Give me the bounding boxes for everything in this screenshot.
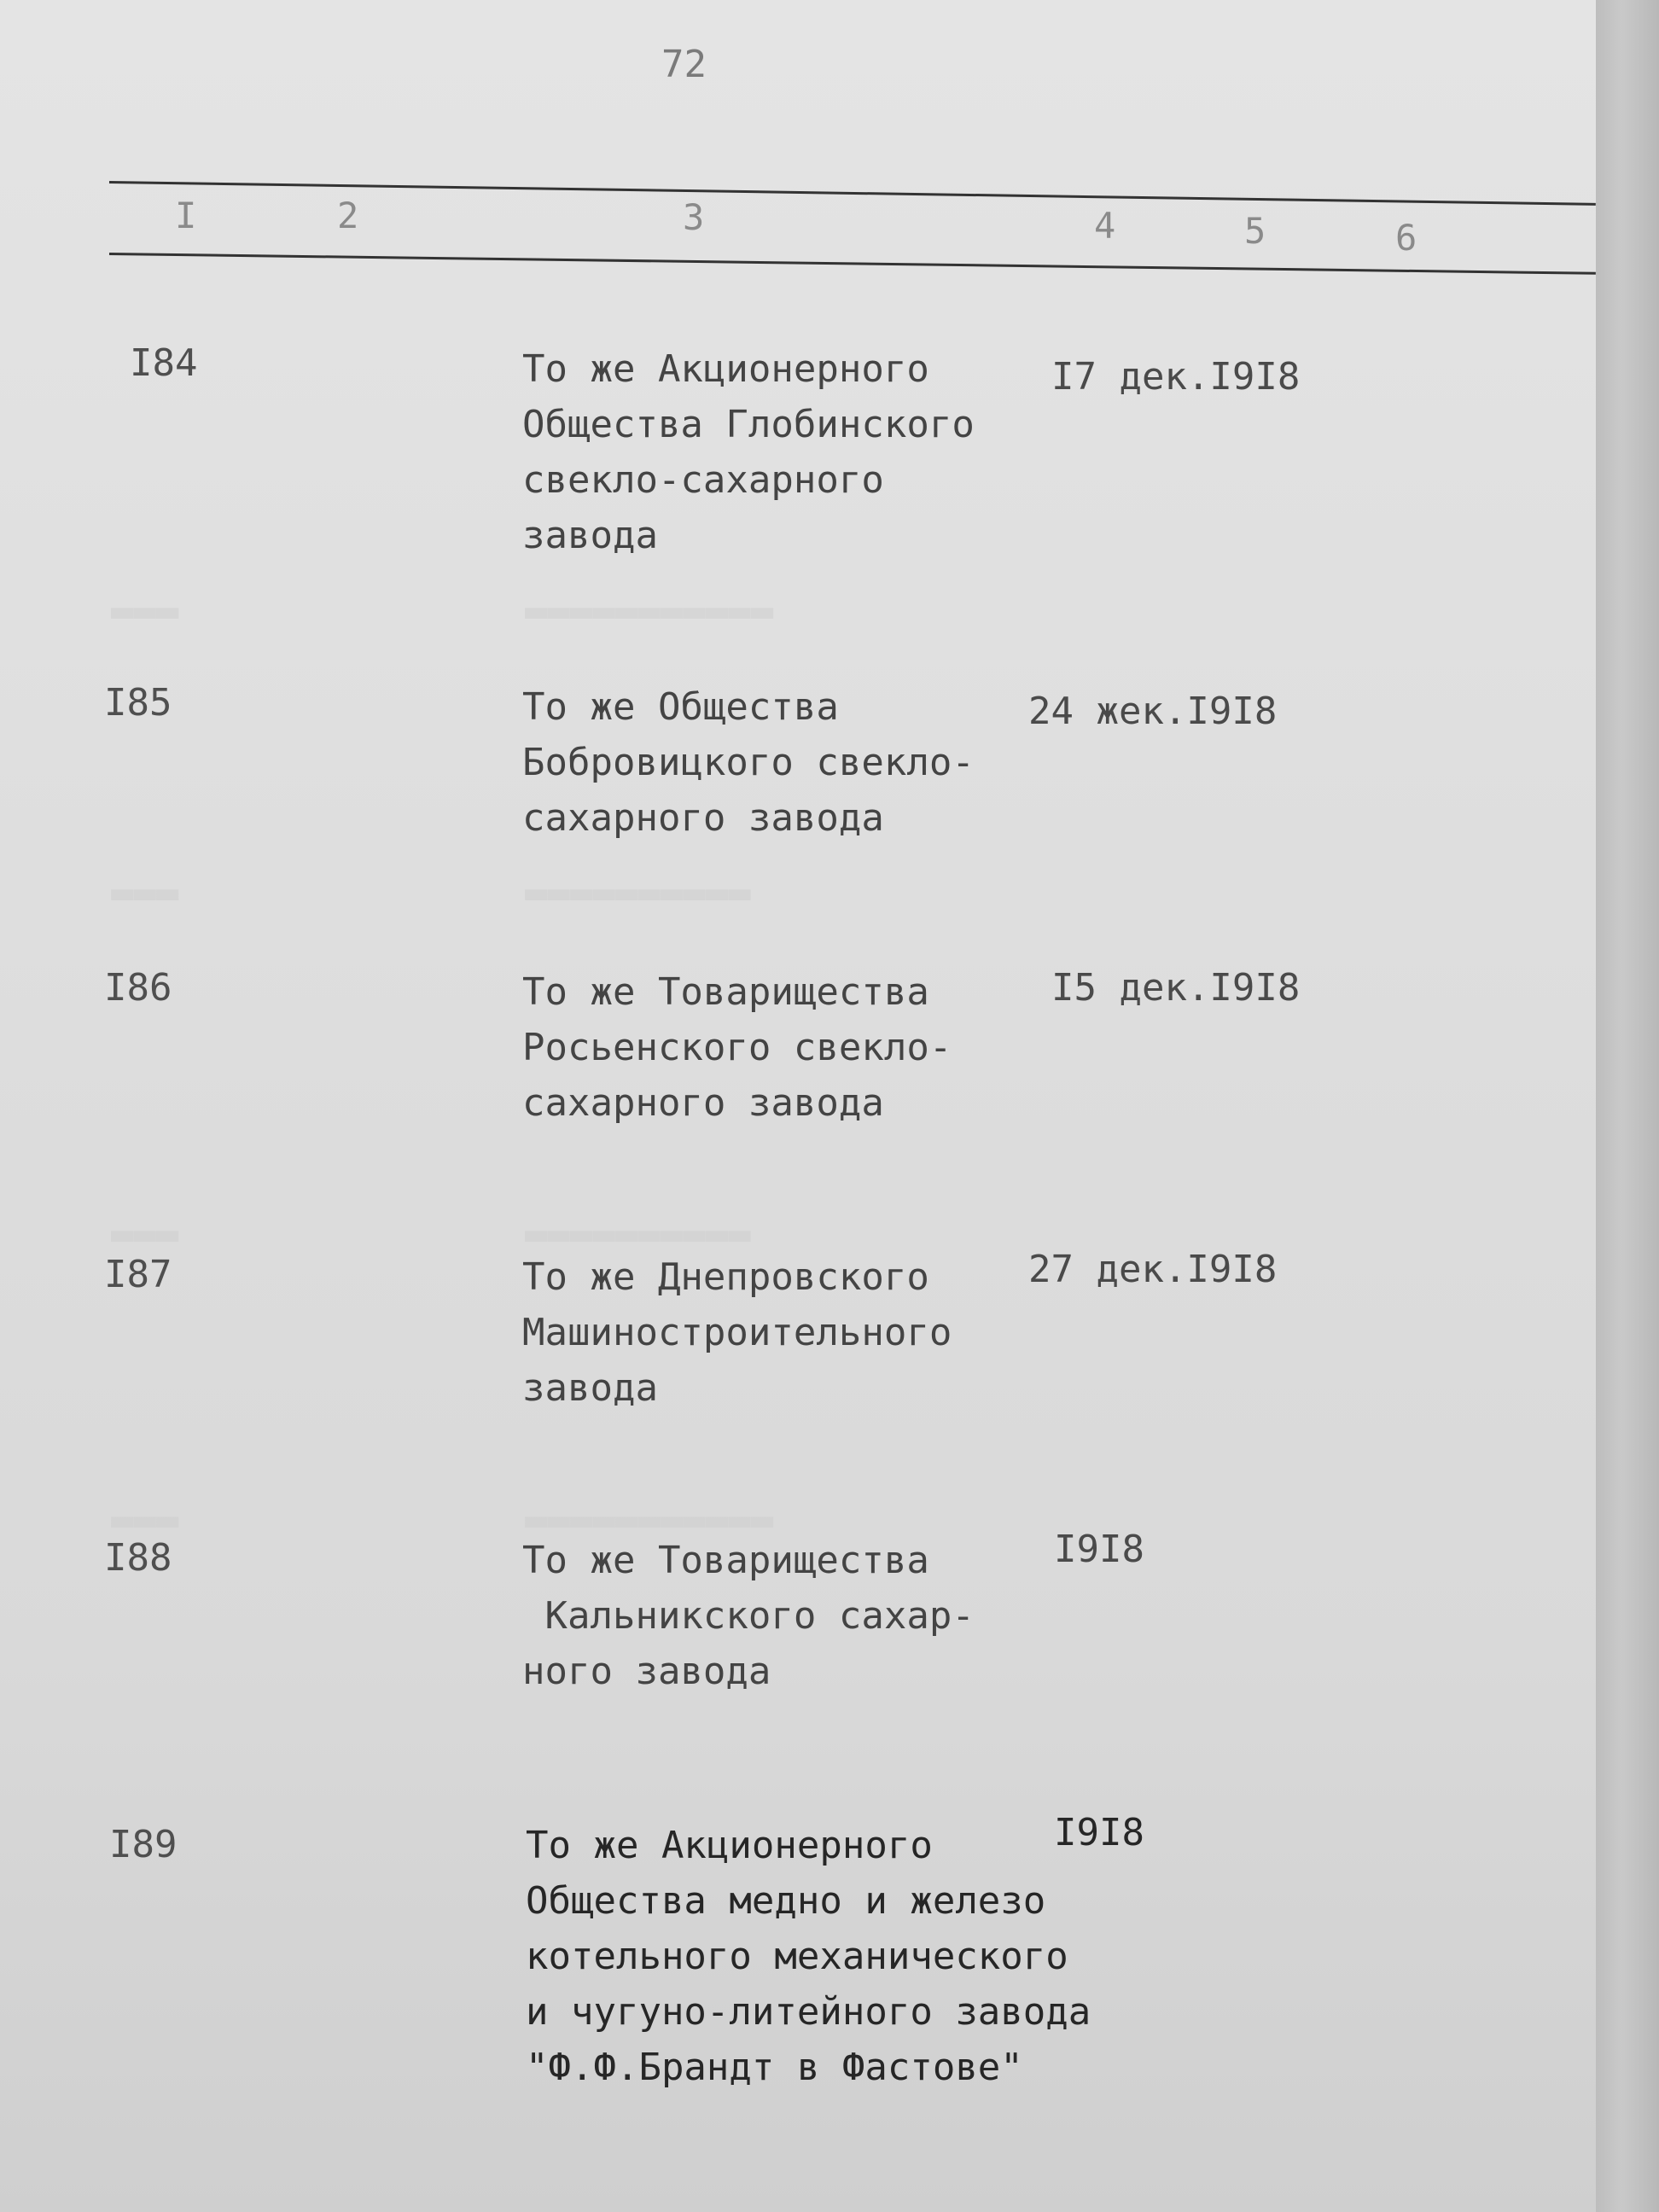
- column-header-3: 3: [683, 196, 705, 238]
- bleed-through-mark: ▬▬▬: [111, 589, 179, 632]
- page-number: 72: [661, 43, 707, 86]
- column-header-2: 2: [337, 195, 359, 236]
- entry-description: [526, 1818, 1091, 2095]
- column-header-6: 6: [1395, 217, 1417, 259]
- entry-description-line: завода: [522, 514, 658, 557]
- entry-number: I85: [104, 681, 172, 725]
- entry-description-line: Росьенского свекло-: [522, 1026, 952, 1069]
- entry-description-line: То же Акционерного: [522, 347, 929, 391]
- entry-date: 24 жек.I9I8: [1028, 690, 1278, 733]
- entry-description-line: свекло-сахарного: [522, 458, 884, 502]
- column-header-4: 4: [1094, 205, 1116, 247]
- bleed-through-mark: ▬▬▬▬▬▬▬▬▬▬▬: [525, 589, 774, 632]
- bleed-through-mark: ▬▬▬: [111, 1498, 179, 1541]
- entry-description: [522, 1249, 952, 1416]
- entry-description: [522, 964, 952, 1131]
- header-top-rule: [109, 181, 1596, 206]
- entry-description-line: сахарного завода: [522, 796, 884, 840]
- entry-description-line: Бобровицкого свекло-: [522, 741, 975, 784]
- bleed-through-mark: ▬▬▬: [111, 870, 179, 914]
- entry-description-line: Общества Глобинского: [522, 403, 975, 446]
- entry-description-line: сахарного завода: [522, 1081, 884, 1125]
- bleed-through-mark: ▬▬▬▬▬▬▬▬▬▬▬: [525, 1498, 774, 1541]
- entry-date: I5 дек.I9I8: [1051, 966, 1301, 1010]
- entry-description-line: Общества медно и железо: [526, 1879, 1046, 1923]
- entry-description: [522, 341, 975, 563]
- entry-description-line: То же Общества: [522, 685, 839, 729]
- entry-description-line: Кальникского сахар-: [522, 1594, 975, 1638]
- entry-description-line: завода: [522, 1366, 658, 1410]
- entry-number: I87: [104, 1253, 172, 1296]
- entry-number: I89: [109, 1823, 178, 1866]
- header-bottom-rule: [109, 253, 1596, 275]
- entry-number: I88: [104, 1536, 172, 1580]
- entry-description-line: То же Товарищества: [522, 1539, 929, 1582]
- column-header-1: I: [175, 195, 197, 236]
- bleed-through-mark: ▬▬▬▬▬▬▬▬▬▬: [525, 870, 751, 914]
- entry-description: [522, 1533, 975, 1699]
- entry-date: 27 дек.I9I8: [1028, 1248, 1278, 1291]
- entry-number: I84: [130, 341, 198, 385]
- entry-description-line: "Ф.Ф.Брандт в Фастове": [526, 2046, 1023, 2089]
- entry-description-line: и чугуно-литейного завода: [526, 1990, 1091, 2034]
- page-edge-shadow: [1596, 0, 1659, 2212]
- entry-description-line: котельного механического: [526, 1935, 1068, 1978]
- entry-description-line: То же Днепровского: [522, 1255, 929, 1299]
- entry-date: I9I8: [1054, 1528, 1144, 1571]
- entry-date: I7 дек.I9I8: [1051, 355, 1301, 399]
- entry-description-line: То же Товарищества: [522, 970, 929, 1014]
- entry-description: [522, 679, 975, 846]
- entry-number: I86: [104, 966, 172, 1010]
- entry-description-line: Машиностроительного: [522, 1311, 952, 1354]
- entry-date: I9I8: [1054, 1811, 1144, 1854]
- entry-description-line: ного завода: [522, 1650, 771, 1693]
- entry-description-line: То же Акционерного: [526, 1824, 933, 1867]
- column-header-5: 5: [1244, 210, 1266, 252]
- bleed-through-mark: ▬▬▬▬▬▬▬▬▬▬: [525, 1212, 751, 1255]
- bleed-through-mark: ▬▬▬: [111, 1212, 179, 1255]
